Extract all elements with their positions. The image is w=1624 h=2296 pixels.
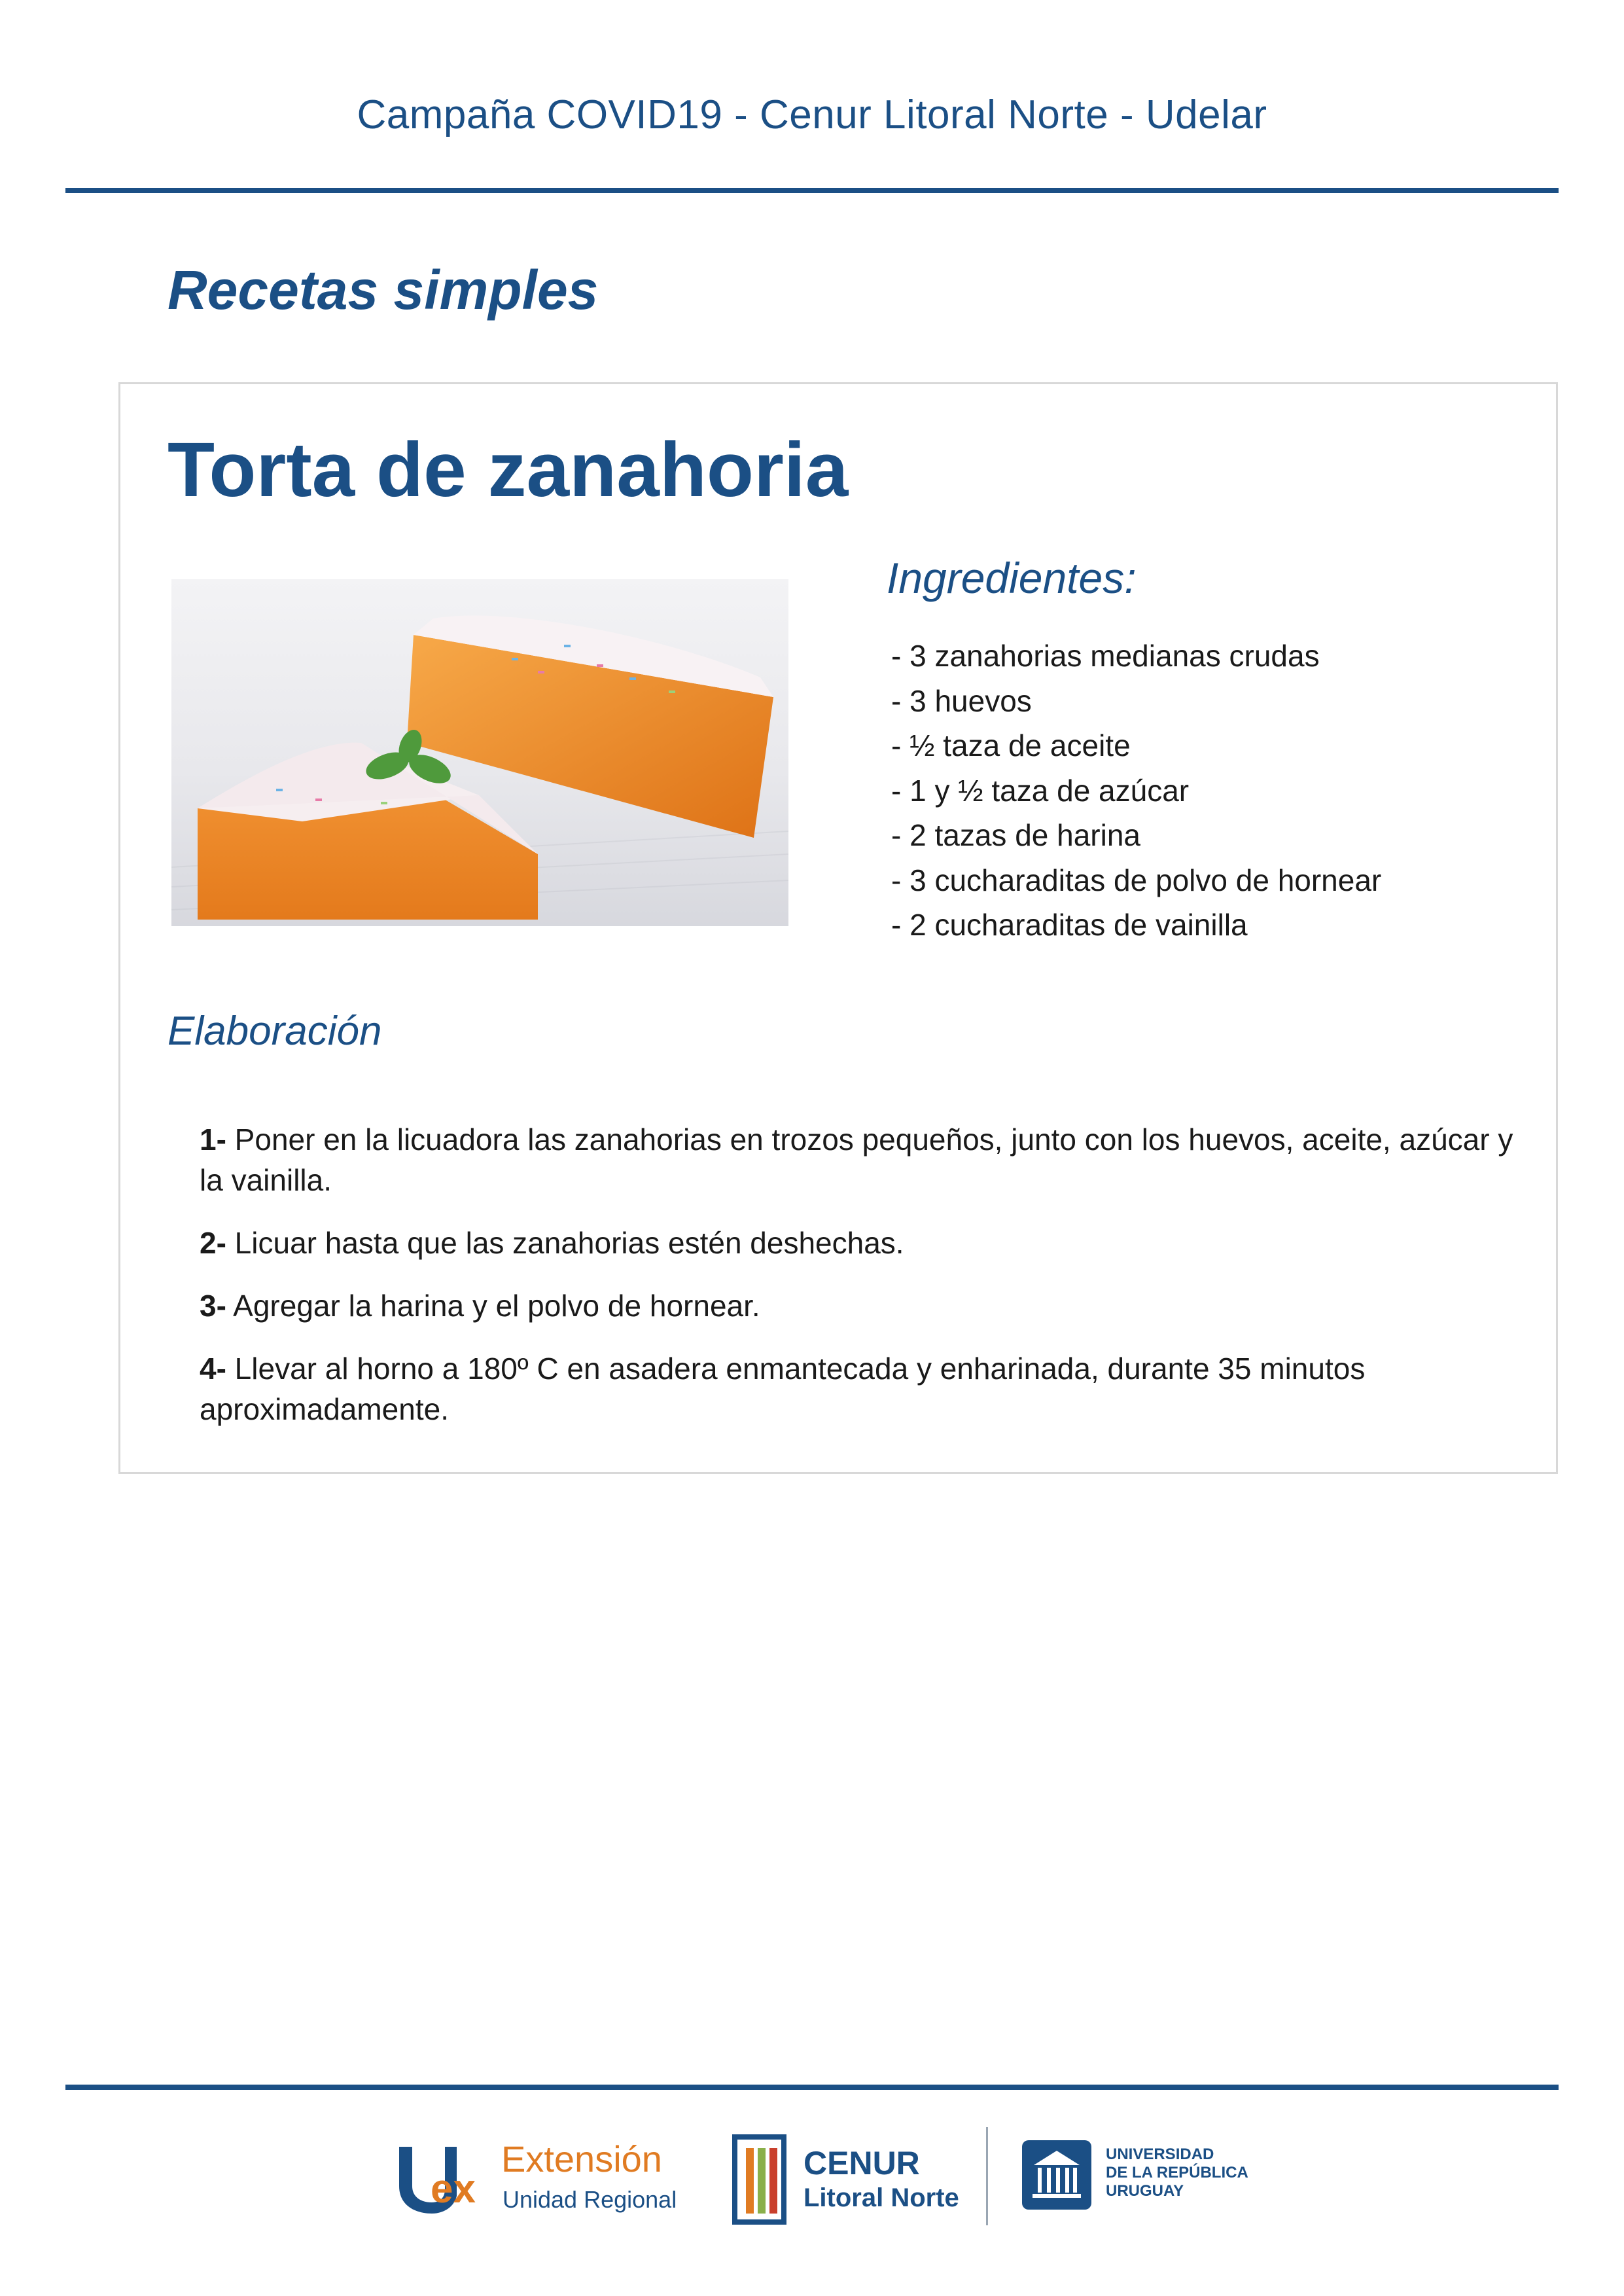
step-text: Llevar al horno a 180º C en asadera enmantecada y enharinada, durante 35 minutos aproximadamente. xyxy=(200,1352,1366,1426)
step-number: 4- xyxy=(200,1352,226,1386)
udelar-seal-icon xyxy=(1021,2139,1093,2211)
header-rule xyxy=(65,188,1559,193)
ingredient-item: - 3 huevos xyxy=(891,683,1032,718)
udelar-line: DE LA REPÚBLICA xyxy=(1106,2164,1248,2181)
svg-text:ex: ex xyxy=(431,2166,476,2212)
ingredient-item: - 2 tazas de harina xyxy=(891,818,1141,852)
cenur-logo xyxy=(732,2134,959,2229)
udelar-line: URUGUAY xyxy=(1106,2182,1184,2200)
step-item xyxy=(200,1285,1515,1326)
elaboration-steps xyxy=(200,1119,1515,1452)
step-text: Poner en la licuadora las zanahorias en trozos pequeños, junto con los huevos, aceite, azúcar y la vainilla. xyxy=(200,1122,1513,1197)
udelar-logo xyxy=(1021,2139,1248,2214)
ingredient-item: - ½ taza de aceite xyxy=(891,728,1131,762)
ingredients-list xyxy=(891,634,1381,948)
extension-subtitle: Unidad Regional xyxy=(503,2186,677,2213)
elaboration-heading: Elaboración xyxy=(168,1009,382,1054)
step-item xyxy=(200,1223,1515,1263)
carrot-cake-illustration xyxy=(171,579,788,926)
ingredient-item: - 1 y ½ taza de azúcar xyxy=(891,773,1190,808)
uex-logo-icon xyxy=(393,2140,491,2219)
footer-divider xyxy=(986,2127,988,2225)
step-item xyxy=(200,1348,1515,1429)
header-campaign-title: Campaña COVID19 - Cenur Litoral Norte - Udelar xyxy=(357,92,1267,137)
carrot-cake-photo xyxy=(171,579,788,926)
cenur-subtitle: Litoral Norte xyxy=(803,2183,959,2212)
recipe-title: Torta de zanahoria xyxy=(168,427,849,513)
ingredient-item: - 3 zanahorias medianas crudas xyxy=(891,639,1320,673)
step-number: 1- xyxy=(200,1122,226,1157)
step-text: Licuar hasta que las zanahorias estén deshechas. xyxy=(226,1226,904,1260)
step-number: 3- xyxy=(200,1289,226,1323)
footer-rule xyxy=(65,2085,1559,2090)
extension-title: Extensión xyxy=(501,2138,662,2179)
step-text: Agregar la harina y el polvo de hornear. xyxy=(226,1289,760,1323)
ingredient-item: - 3 cucharaditas de polvo de hornear xyxy=(891,863,1382,897)
cenur-logo-icon xyxy=(732,2134,794,2225)
ingredients-heading: Ingredientes: xyxy=(887,554,1137,602)
step-number: 2- xyxy=(200,1226,226,1260)
ingredient-item: - 2 cucharaditas de vainilla xyxy=(891,908,1248,942)
extension-logo xyxy=(393,2138,677,2222)
udelar-name xyxy=(1106,2145,1248,2200)
section-title: Recetas simples xyxy=(168,259,599,321)
cenur-title: CENUR xyxy=(803,2145,920,2181)
footer-logos xyxy=(0,2127,1624,2232)
step-item xyxy=(200,1119,1515,1200)
udelar-line: UNIVERSIDAD xyxy=(1106,2145,1214,2163)
